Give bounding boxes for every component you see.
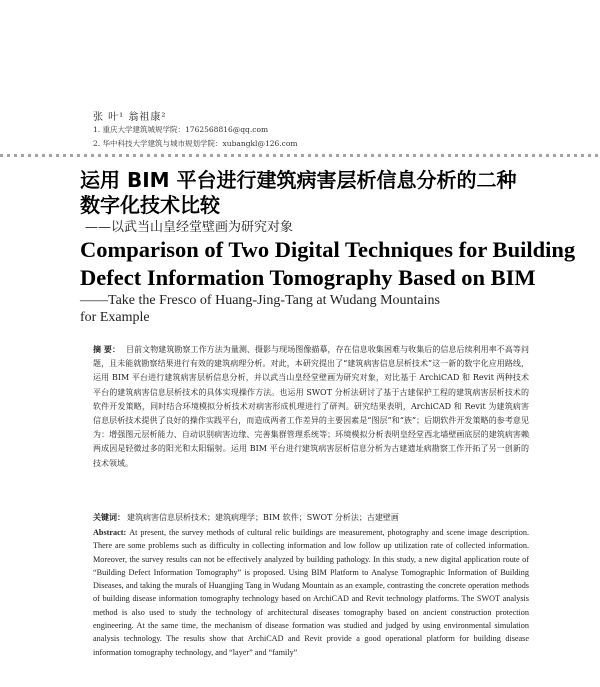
keywords-chinese-text: 建筑病害信息层析技术；建筑病理学；BIM 软件；SWOT 分析法；古建壁画 <box>127 513 399 522</box>
title-chinese-line-1: 运用 BIM 平台进行建筑病害层析信息分析的二种 <box>80 168 517 192</box>
subtitle-chinese: ——以武当山皇经堂壁画为研究对象 <box>85 220 294 235</box>
abstract-chinese-text: 目前文物建筑勘察工作方法为量测、摄影与现场图像描摹，存在信息收集困难与收集后的信息后续利用率不高等问题，且未能就勘察结果进行有效的建筑病理分析。对此，本研究提出了“建筑病害信息层析技术”这一新的数字化应用路线，运用 BIM 平台进行建筑病害层析信息分析，并以武当山皇经堂壁画为研究对象，对比基于 ArchiCAD 和 Revit 两种技术平台的建筑病害信息层析技术的具体实现操作方法。也运用 SWOT 分析法研讨了基于古建保护工程的建筑病害层析技术的软件开发策略，同时结合环境模拟分析技术对病害形成机理进行了研判。研究结果表明，ArchiCAD 和 Revit 为建筑病害信息层析技术提供了良好的操作实践平台，而造成两者工作差异的主要因素是“图层”和“族”；后期软件开发策略的参考意见为：增强图元层析能力、自动识别病害边缘、完善集群管理系统等；环境模拟分析表明皇经堂西北墙壁画底层的建筑病害赖两成因是轻微过多的阳光和太阳辐射。运用 BIM 平台进行建筑病害层析信息分析为古建遗址病勘察工作开拓了另一创新的技术领域。 <box>93 345 529 468</box>
abstract-english <box>93 526 529 659</box>
abstract-chinese-label: 摘 要： <box>93 344 121 354</box>
title-english-line-1: Comparison of Two Digital Techniques for Building <box>80 237 576 262</box>
affiliation-2: 2. 华中科技大学建筑与城市规划学院：xubangkl@126.com <box>93 139 298 148</box>
abstract-english-label: Abstract: <box>93 528 127 537</box>
subtitle-english <box>80 292 440 326</box>
abstract-chinese <box>93 342 529 471</box>
keywords-chinese <box>93 512 529 523</box>
title-english <box>80 236 575 292</box>
header-divider <box>0 154 600 157</box>
title-chinese-line-2: 数字化技术比较 <box>80 193 220 217</box>
title-chinese <box>80 168 517 218</box>
affiliation-1: 1. 重庆大学建筑城规学院：1762568816@qq.com <box>93 125 269 134</box>
authors: 张 叶¹ 翁祖康² <box>93 112 167 123</box>
abstract-english-text: At present, the survey methods of cultural relic buildings are measurement, photography and scene image description. There are some problems such as difficulty in collecting information and low follow up utilization rate of collected information. Moreover, the survey results can not be effectively analyzed by building pathology. In this study, a new digital application route of “Building Defect Information Tomography” is proposed. Using BIM Platform to Analyse Tomographic Information of Building Diseases, and taking the murals of Huangjing Tang in Wudang Mountain as an example, contrasting the concrete operation methods of building disease information tomography technology based on ArchiCAD and Revit technology platforms. The SWOT analysis method is also used to study the technology of architectural diseases tomography based on ancient construction protection engineering. At the same time, the mechanism of disease formation was studied and judged by using environmental simulation analysis technology. The results show that ArchiCAD and Revit provide a good operational platform for building disease information tomography technology, and “layer” and “family” <box>93 528 529 657</box>
subtitle-english-line-2: for Example <box>80 310 150 325</box>
title-english-line-2: Defect Information Tomography Based on BIM <box>80 265 536 290</box>
subtitle-english-line-1: ——Take the Fresco of Huang-Jing-Tang at Wudang Mountains <box>80 293 440 308</box>
keywords-chinese-label: 关键词： <box>93 512 125 522</box>
